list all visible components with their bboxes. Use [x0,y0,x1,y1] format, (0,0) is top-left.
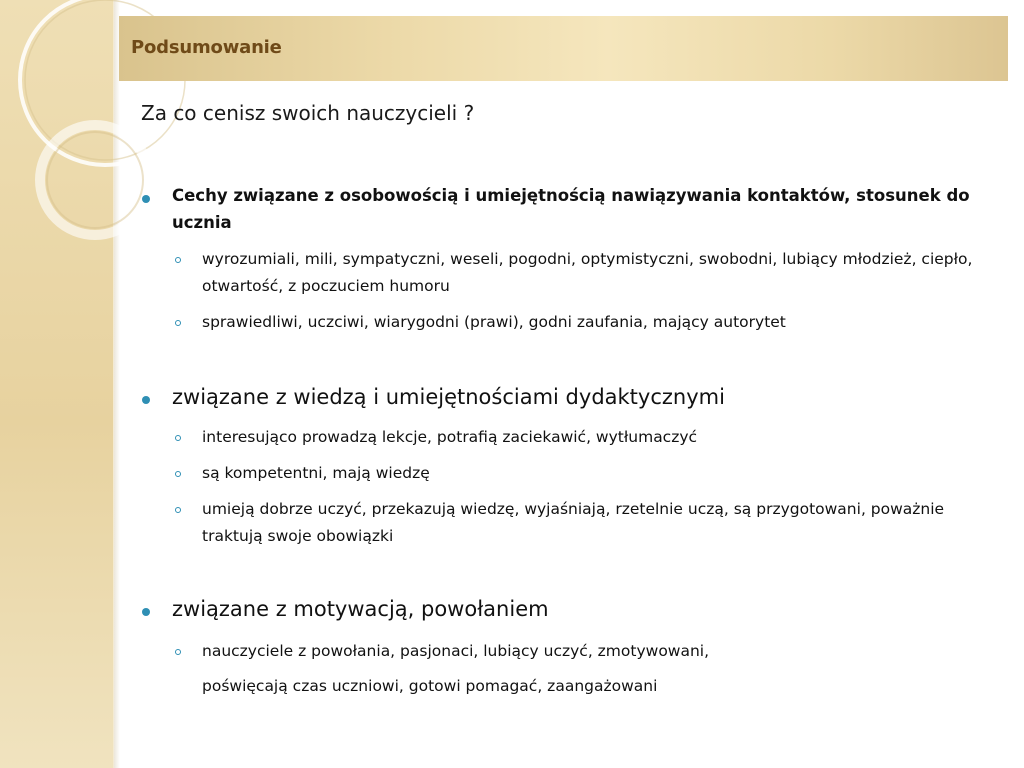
section-3-continuation: poświęcają czas uczniowi, gotowi pomagać, zaangażowani [202,677,658,695]
section-3-heading: związane z motywacją, powołaniem [172,597,549,621]
bullet-icon [142,608,150,616]
sub-bullet-icon [175,435,181,441]
section-2-item-1: interesująco prowadzą lekcje, potrafią zaciekawić, wytłumaczyć [202,428,698,446]
bullet-icon [142,195,150,203]
section-2-heading: związane z wiedzą i umiejętnościami dydaktycznymi [172,385,725,409]
section-2-item-3: umieją dobrze uczyć, przekazują wiedzę, wyjaśniają, rzetelnie uczą, są przygotowani, poważnie traktują swoje obowiązki [202,500,945,545]
sub-bullet-icon [175,320,181,326]
sub-bullet-icon [175,471,181,477]
sub-bullet-icon [175,649,181,655]
section-2-item-2: są kompetentni, mają wiedzę [202,464,430,482]
sub-bullet-icon [175,257,181,263]
sub-bullet-icon [175,507,181,513]
small-decorative-circle-inner [47,132,143,228]
small-decorative-circle [40,125,150,235]
section-3-item-1: nauczyciele z powołania, pasjonaci, lubiący uczyć, zmotywowani, [202,642,710,660]
section-1-heading: Cechy związane z osobowością i umiejętnością nawiązywania kontaktów, stosunek do ucznia [172,186,970,232]
slide-title: Podsumowanie [131,37,282,58]
bullet-icon [142,396,150,404]
section-1-item-2: sprawiedliwi, uczciwi, wiarygodni (prawi), godni zaufania, mający autorytet [202,313,786,331]
section-1-item-1: wyrozumiali, mili, sympatyczni, weseli, pogodni, optymistyczni, swobodni, lubiący młodzież, ciepło, otwartość, z poczuciem humoru [202,250,973,295]
slide-question: Za co cenisz swoich nauczycieli ? [141,101,475,125]
